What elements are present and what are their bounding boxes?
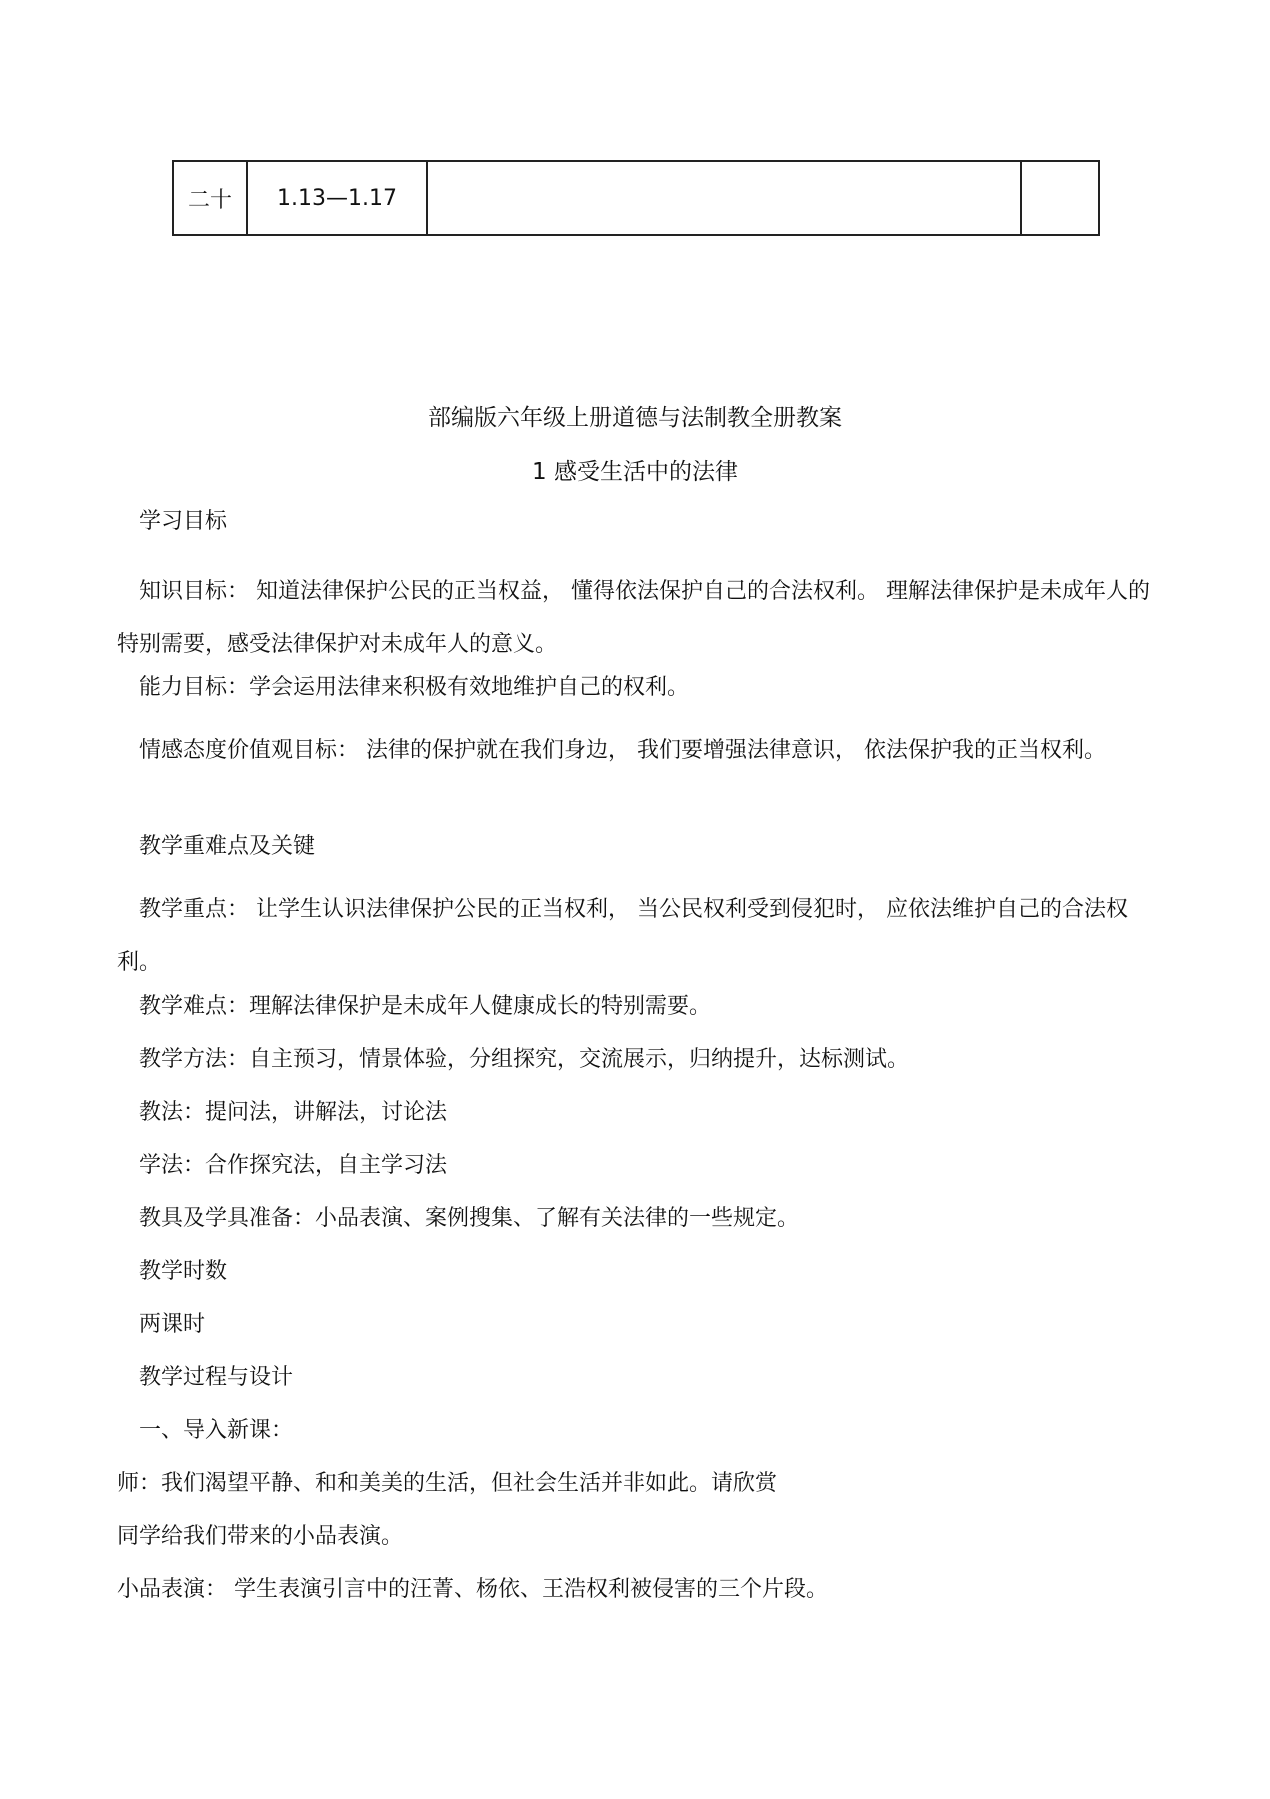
table-row — [173, 161, 1099, 235]
teaching-focus: 教学重点： 让学生认识法律保护公民的正当权利， 当公民权利受到侵犯时， 应依法维护自己的合法权利。 — [117, 897, 1128, 975]
skit-description: 小品表演： 学生表演引言中的汪菁、杨依、王浩权利被侵害的三个片段。 — [117, 1577, 828, 1602]
learning-approach: 学法：合作探究法，自主学习法 — [139, 1153, 448, 1178]
lesson-title: 1 感受生活中的法律 — [532, 459, 738, 485]
teaching-approach: 教法：提问法，讲解法，讨论法 — [139, 1100, 448, 1125]
knowledge-objective: 知识目标： 知道法律保护公民的正当权益， 懂得依法保护自己的合法权利。 理解法律保护是未成年人的特别需要，感受法律保护对未成年人的意义。 — [117, 579, 1150, 657]
document-title: 部编版六年级上册道德与法制教全册教案 — [428, 405, 842, 431]
date-range-cell: 1.13—1.17 — [247, 161, 427, 235]
schedule-table — [172, 160, 1100, 236]
ability-objective: 能力目标：学会运用法律来积极有效地维护自己的权利。 — [139, 675, 690, 700]
teaching-difficulty: 教学难点：理解法律保护是未成年人健康成长的特别需要。 — [139, 994, 712, 1019]
teacher-line-continued: 同学给我们带来的小品表演。 — [117, 1524, 404, 1549]
section-heading-key-points: 教学重难点及关键 — [139, 834, 316, 859]
section-heading-hours: 教学时数 — [139, 1259, 228, 1284]
teacher-line: 师：我们渴望平静、和和美美的生活，但社会生活并非如此。请欣赏 — [117, 1471, 778, 1496]
section-heading-objectives: 学习目标 — [139, 509, 228, 534]
note-cell — [1021, 161, 1099, 235]
teaching-aids: 教具及学具准备：小品表演、案例搜集、了解有关法律的一些规定。 — [139, 1206, 800, 1231]
class-hours: 两课时 — [139, 1312, 206, 1337]
step-intro-heading: 一、导入新课： — [139, 1418, 294, 1443]
week-cell: 二十 — [173, 161, 247, 235]
teaching-methods: 教学方法：自主预习，情景体验，分组探究，交流展示，归纳提升，达标测试。 — [139, 1047, 910, 1072]
section-heading-process: 教学过程与设计 — [139, 1365, 294, 1390]
content-cell — [427, 161, 1021, 235]
attitude-objective: 情感态度价值观目标： 法律的保护就在我们身边， 我们要增强法律意识， 依法保护我的正当权利。 — [139, 738, 1106, 763]
